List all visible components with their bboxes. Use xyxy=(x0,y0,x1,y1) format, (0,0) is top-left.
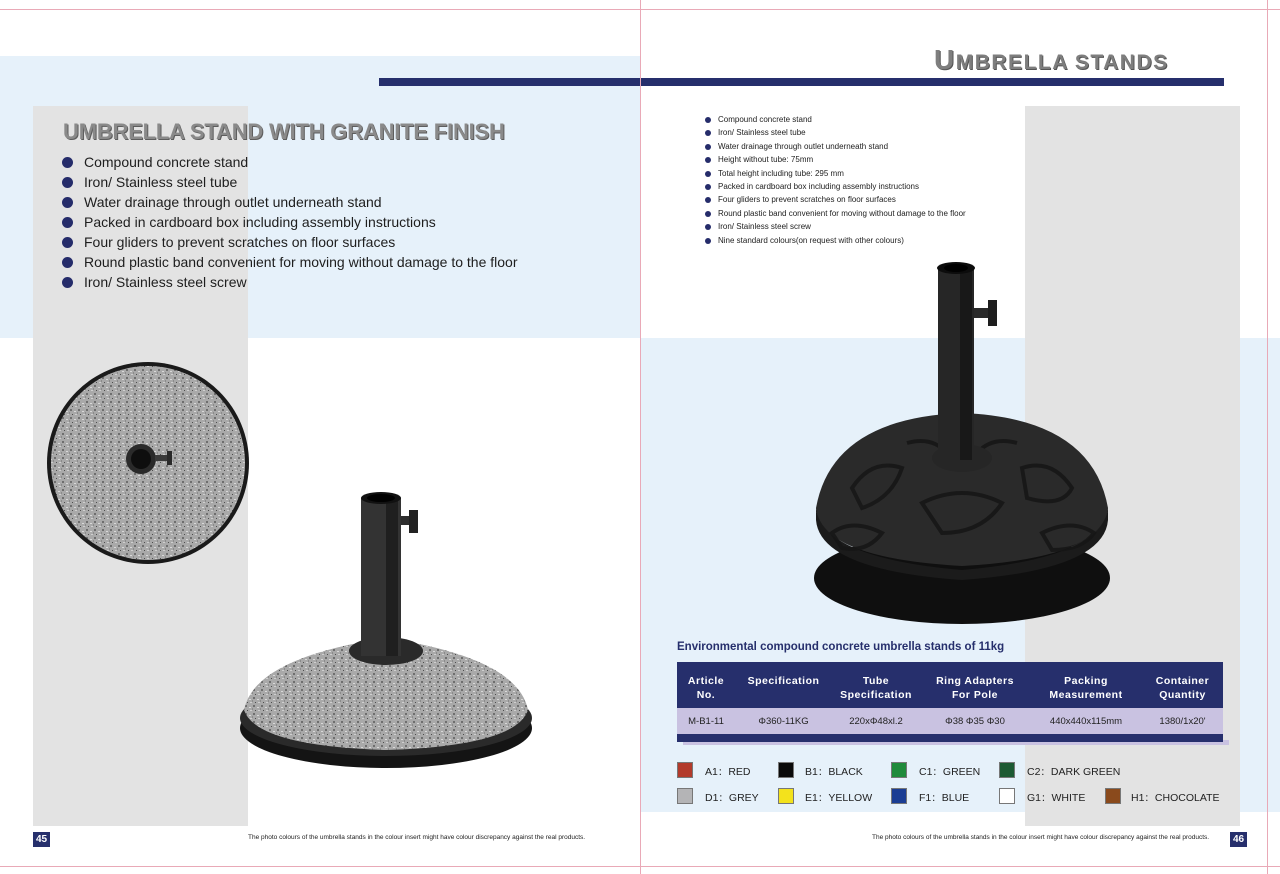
swatch-green xyxy=(891,762,907,778)
swatch-label: B1：BLACK xyxy=(805,766,863,778)
feature-item: Iron/ Stainless steel tube xyxy=(705,127,966,140)
cell-specification: Φ360-11KG xyxy=(758,716,809,727)
trim-line xyxy=(0,9,1280,10)
header-tube-specification: Tube Specification xyxy=(840,675,912,701)
header-packing-measurement: Packing Measurement xyxy=(1049,675,1123,701)
swatch-label: G1：WHITE xyxy=(1027,792,1086,804)
left-page-title: UMBRELLA STAND WITH GRANITE FINISH xyxy=(63,119,505,144)
feature-item: Round plastic band convenient for moving without damage to the floor xyxy=(62,253,518,273)
cell-tube-specification: 220xΦ48xl.2 xyxy=(849,716,903,727)
swatch-label: D1：GREY xyxy=(705,792,759,804)
feature-item: Total height including tube: 295 mm xyxy=(705,168,966,181)
feature-item: Height without tube: 75mm xyxy=(705,154,966,167)
feature-item: Four gliders to prevent scratches on floor surfaces xyxy=(705,194,966,207)
left-feature-list xyxy=(62,153,518,293)
swatch-red xyxy=(677,762,693,778)
feature-item: Four gliders to prevent scratches on floor surfaces xyxy=(62,233,518,253)
feature-item: Nine standard colours(on request with other colours) xyxy=(705,235,966,248)
swatch-chocolate xyxy=(1105,788,1121,804)
heading-word-1: MBRELLA xyxy=(955,51,1069,74)
swatch-label: C1：GREEN xyxy=(919,766,981,778)
swatch-label: H1：CHOCOLATE xyxy=(1131,792,1220,804)
feature-item: Packed in cardboard box including assembly instructions xyxy=(705,181,966,194)
feature-item: Compound concrete stand xyxy=(62,153,518,173)
specification-table xyxy=(677,662,1223,742)
table-title: Environmental compound concrete umbrella stands of 11kg xyxy=(677,641,1005,653)
cell-article-no: M-B1-11 xyxy=(688,716,724,727)
swatch-dark-green xyxy=(999,762,1015,778)
cell-ring-adapters: Φ38 Φ35 Φ30 xyxy=(945,716,1005,727)
cell-packing-measurement: 440x440x115mm xyxy=(1049,716,1123,727)
heading-word-2: STANDS xyxy=(1074,51,1169,74)
feature-item: Round plastic band convenient for moving without damage to the floor xyxy=(705,208,966,221)
trim-line xyxy=(1267,0,1268,874)
feature-item: Iron/ Stainless steel screw xyxy=(705,221,966,234)
table-row xyxy=(677,708,1223,734)
right-feature-list xyxy=(705,114,966,248)
header-container-quantity: Container Quantity xyxy=(1155,675,1210,701)
feature-item: Water drainage through outlet underneath stand xyxy=(705,141,966,154)
black-concrete-stand-image xyxy=(812,258,1112,628)
cell-container-quantity: 1380/1x20' xyxy=(1159,716,1206,727)
header-specification: Specification xyxy=(747,675,820,687)
table-header-row xyxy=(677,662,1223,708)
swatch-grey xyxy=(677,788,693,804)
feature-item: Compound concrete stand xyxy=(705,114,966,127)
feature-item: Packed in cardboard box including assembly instructions xyxy=(62,213,518,233)
header-article-no: Article No. xyxy=(687,675,725,701)
swatch-label: E1：YELLOW xyxy=(805,792,873,804)
swatch-blue xyxy=(891,788,907,804)
fold-line xyxy=(640,0,641,874)
header-rule xyxy=(379,78,1224,86)
swatch-yellow xyxy=(778,788,794,804)
swatch-label: A1：RED xyxy=(705,766,751,778)
swatch-white xyxy=(999,788,1015,804)
swatch-black xyxy=(778,762,794,778)
footnote: The photo colours of the umbrella stands in the colour insert might have colour discrepancy against the real products. xyxy=(872,834,1210,841)
heading-initial: U xyxy=(934,44,956,75)
swatch-label: C2：DARK GREEN xyxy=(1027,766,1121,778)
granite-stand-top-view-image xyxy=(45,360,251,566)
header-ring-adapters: Ring Adapters For Pole xyxy=(936,675,1014,701)
feature-item: Water drainage through outlet underneath stand xyxy=(62,193,518,213)
page-number: 46 xyxy=(1230,832,1247,847)
page-number: 45 xyxy=(33,832,50,847)
feature-item: Iron/ Stainless steel tube xyxy=(62,173,518,193)
granite-stand-side-view-image xyxy=(236,488,536,773)
feature-item: Iron/ Stainless steel screw xyxy=(62,273,518,293)
section-heading xyxy=(934,44,1169,76)
trim-line xyxy=(0,866,1280,867)
swatch-label: F1：BLUE xyxy=(919,792,970,804)
footnote: The photo colours of the umbrella stands in the colour insert might have colour discrepancy against the real products. xyxy=(248,834,586,841)
